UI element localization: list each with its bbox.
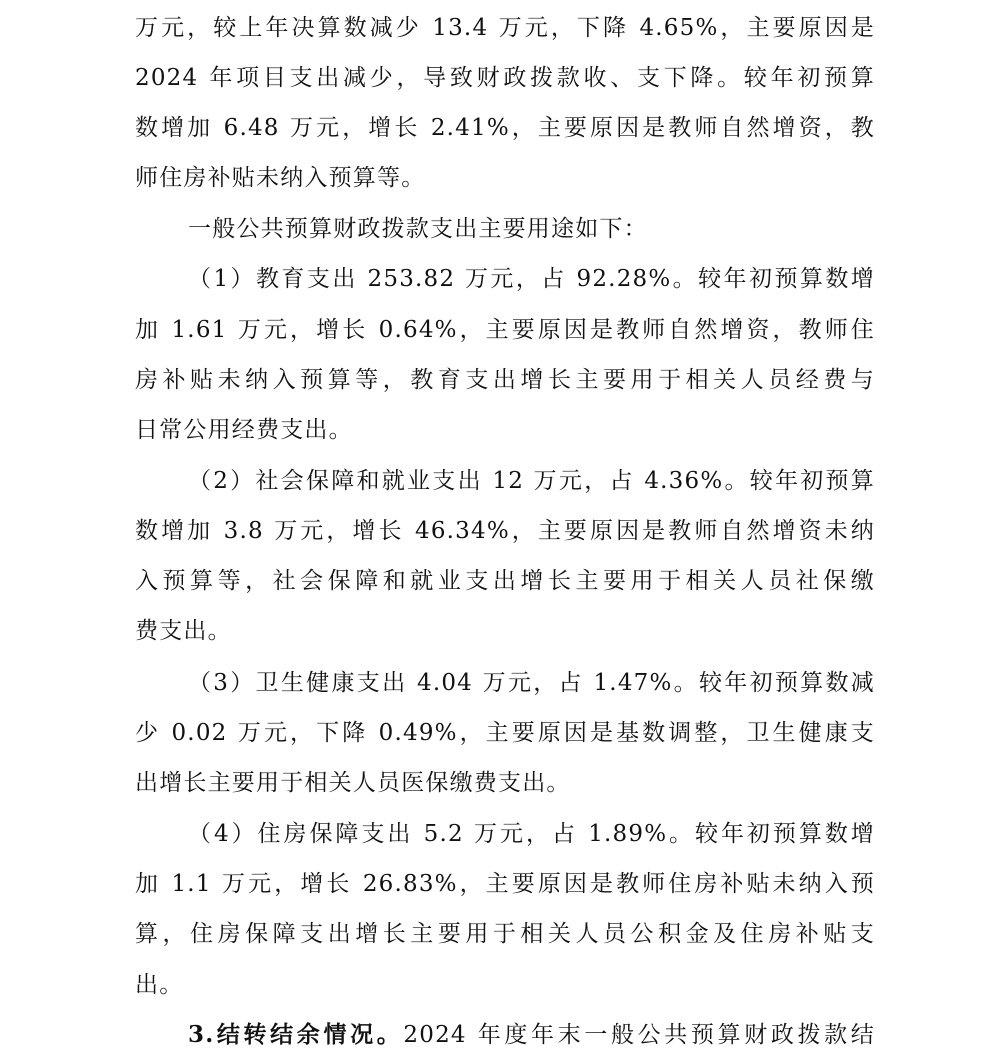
paragraph-line: 房补贴未纳入预算等，教育支出增长主要用于相关人员经费与 [135,367,875,393]
paragraph-line: 数增加 3.8 万元，增长 46.34%，主要原因是教师自然增资未纳 [135,518,875,544]
paragraph-line: 一般公共预算财政拨款支出主要用途如下： [188,216,648,242]
paragraph-line: （4）住房保障支出 5.2 万元，占 1.89%。较年初预算数增 [188,821,875,847]
paragraph-line: 数增加 6.48 万元，增长 2.41%，主要原因是教师自然增资，教 [135,115,875,141]
paragraph-line: 少 0.02 万元，下降 0.49%，主要原因是基数调整，卫生健康支 [135,720,875,746]
paragraph-line: 出增长主要用于相关人员医保缴费支出。 [135,770,571,796]
paragraph-line: （1）教育支出 253.82 万元，占 92.28%。较年初预算数增 [188,266,875,292]
paragraph-line: 师住房补贴未纳入预算等。 [135,165,426,191]
paragraph-line: 出。 [135,972,184,998]
section-text: 2024 年度年末一般公共预算财政拨款结 [403,1022,875,1048]
paragraph-line: 算，住房保障支出增长主要用于相关人员公积金及住房补贴支 [135,921,875,947]
section-heading: 3.结转结余情况。 [188,1021,404,1048]
paragraph-line: （2）社会保障和就业支出 12 万元，占 4.36%。较年初预算 [188,468,875,494]
paragraph-line: 加 1.61 万元，增长 0.64%，主要原因是教师自然增资，教师住 [135,317,875,343]
paragraph-line: 费支出。 [135,618,232,644]
paragraph-line: 入预算等，社会保障和就业支出增长主要用于相关人员社保缴 [135,568,875,594]
paragraph-line: 日常公用经费支出。 [135,417,353,443]
paragraph-line: 加 1.1 万元，增长 26.83%，主要原因是教师住房补贴未纳入预 [135,871,875,897]
paragraph-line: 万元，较上年决算数减少 13.4 万元，下降 4.65%，主要原因是 [135,15,875,41]
paragraph-line: （3）卫生健康支出 4.04 万元，占 1.47%。较年初预算数减 [188,670,875,696]
section-heading-line [188,1010,875,1060]
paragraph-line: 2024 年项目支出减少，导致财政拨款收、支下降。较年初预算 [135,65,875,91]
